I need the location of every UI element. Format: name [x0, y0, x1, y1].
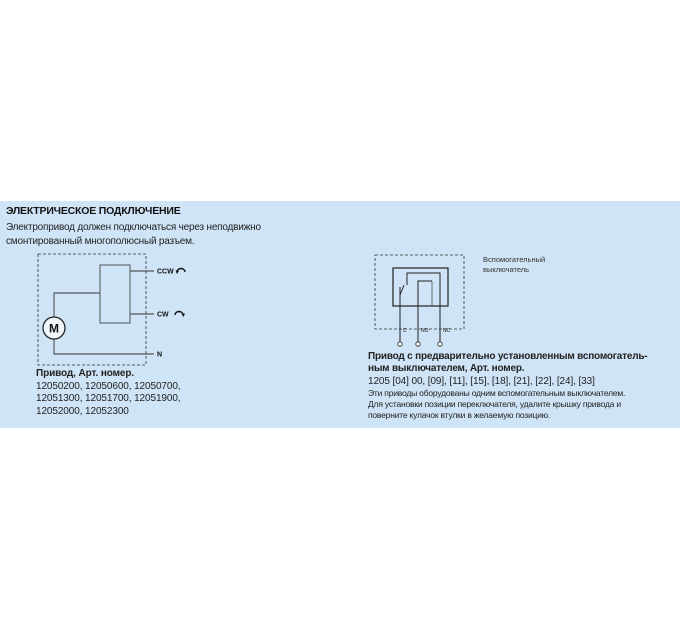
terminal-nc-dot — [438, 342, 442, 346]
left-caption — [36, 368, 180, 418]
wiring-panel — [0, 201, 680, 428]
terminal-cw-label: CW — [157, 311, 169, 319]
ccw-arrow-icon — [176, 269, 186, 275]
aux-label-line-1: Вспомогательный — [483, 255, 546, 264]
right-note-line-2: Для установки позиции переключателя, удалите крышку привода и — [368, 399, 621, 409]
terminal-no-dot — [416, 342, 420, 346]
section-title: ЭЛЕКТРИЧЕСКОЕ ПОДКЛЮЧЕНИЕ — [6, 205, 181, 217]
left-caption-head: Привод, Арт. номер. — [36, 368, 135, 379]
right-caption — [368, 351, 678, 421]
aux-enclosure-dashed-box — [375, 255, 464, 329]
section-intro — [6, 221, 306, 249]
right-note-line-1: Эти приводы оборудованы одним вспомогательным выключателем. — [368, 388, 626, 398]
terminal-no-label: NO — [421, 328, 429, 334]
terminal-n-label: N — [157, 351, 163, 359]
left-models-line-2: 12051300, 12051700, 12051900, — [36, 393, 181, 404]
right-note-line-3: поверните кулачок втулки в желаемую позицию. — [368, 410, 551, 420]
terminal-c-label: C — [403, 328, 407, 334]
cw-arrow-icon — [175, 312, 185, 318]
left-models-line-3: 12052000, 12052300 — [36, 405, 129, 417]
right-caption-head-2: ным выключателем, Арт. номер. — [368, 363, 525, 374]
terminal-c-dot — [398, 342, 402, 346]
control-block — [100, 265, 130, 323]
terminal-nc-label: NC — [443, 328, 451, 334]
aux-label-line-2: выключатель — [483, 265, 530, 274]
terminal-ccw-label: CCW — [157, 268, 174, 276]
aux-switch-label — [483, 255, 545, 275]
motor-wiring-diagram — [30, 251, 200, 371]
intro-line-1: Электропривод должен подключаться через неподвижно — [6, 222, 261, 233]
right-models: 1205 [04] 00, [09], [11], [15], [18], [21], [22], [24], [33] — [368, 376, 595, 387]
aux-switch-diagram — [370, 251, 480, 353]
intro-line-2: смонтированный многополюсный разъем. — [6, 236, 195, 247]
right-caption-head-1: Привод с предварительно установленным вспомогатель- — [368, 351, 648, 362]
left-models-line-1: 12050200, 12050600, 12050700, — [36, 380, 181, 392]
motor-label: M — [49, 321, 59, 336]
